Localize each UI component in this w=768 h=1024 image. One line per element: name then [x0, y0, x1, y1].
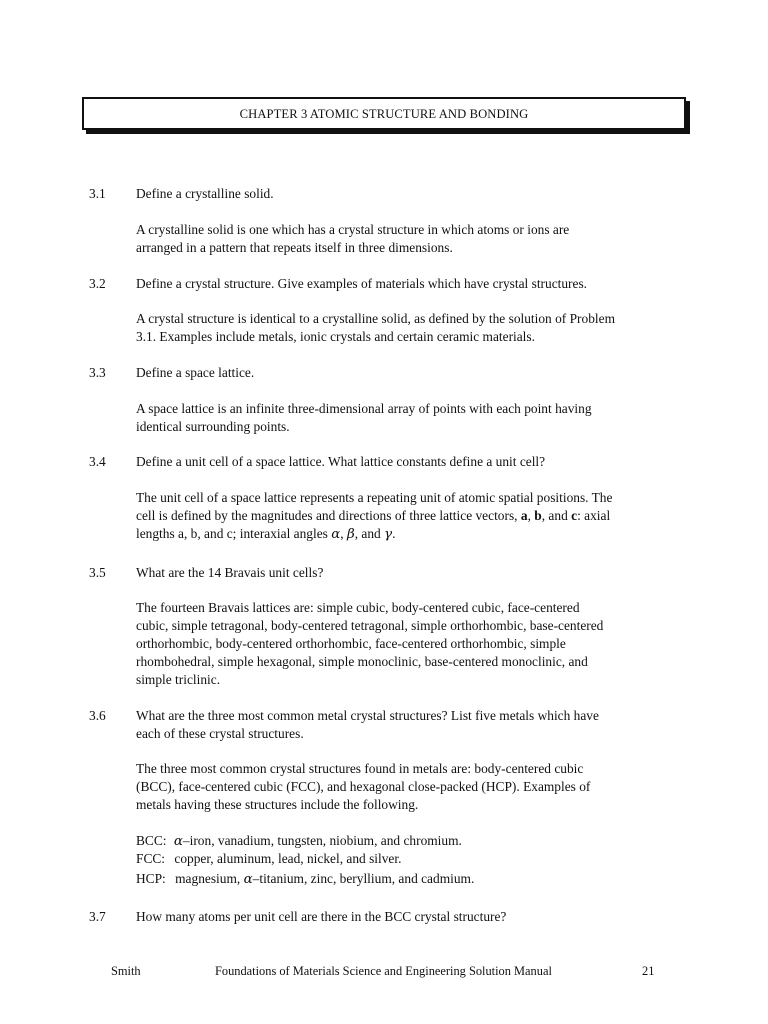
hcp-example [136, 870, 684, 889]
fcc-metals: copper, aluminum, lead, nickel, and silver. [174, 851, 402, 866]
problem-number: 3.2 [89, 276, 106, 291]
answer-text: , [527, 508, 535, 523]
problem-number: 3.3 [89, 365, 106, 380]
vector-c: c [571, 508, 578, 523]
answer-text: , and [541, 508, 572, 523]
answer-line: arranged in a pattern that repeats itself in three dimensions. [136, 240, 453, 255]
problem-number: 3.6 [89, 708, 106, 723]
problem-question: each of these crystal structures. [136, 726, 304, 741]
answer-line: rhombohedral, simple hexagonal, simple monoclinic, base-centered monoclinic, and [136, 654, 588, 669]
alpha-symbol: α [173, 834, 183, 849]
problem-number: 3.7 [89, 909, 106, 924]
hcp-label: HCP: [136, 871, 166, 886]
answer-line [136, 507, 684, 525]
chapter-header-box [82, 97, 686, 130]
answer-line: identical surrounding points. [136, 419, 290, 434]
problem-question: Define a crystalline solid. [136, 186, 274, 201]
answer-line: A crystalline solid is one which has a crystal structure in which atoms or ions are [136, 222, 570, 237]
answer-text: . [392, 526, 396, 541]
answer-text: , [340, 526, 347, 541]
answer-line: cubic, simple tetragonal, body-centered tetragonal, simple orthorhombic, base-centered [136, 618, 604, 633]
problem-number: 3.5 [89, 565, 106, 580]
chapter-title: CHAPTER 3 ATOMIC STRUCTURE AND BONDING [239, 106, 529, 121]
vector-a: a [520, 508, 528, 523]
answer-line: 3.1. Examples include metals, ionic crystals and certain ceramic materials. [136, 329, 535, 344]
hcp-metals: titanium, zinc, beryllium, and cadmium. [259, 871, 475, 886]
dash: – [252, 871, 260, 886]
problem-question: Define a space lattice. [136, 365, 255, 380]
answer-text: cell is defined by the magnitudes and directions of three lattice vectors, [136, 508, 518, 523]
fcc-example [136, 850, 684, 868]
hcp-metals: magnesium, [175, 871, 241, 886]
bcc-label: BCC: [136, 833, 167, 848]
answer-line: (BCC), face-centered cubic (FCC), and hexagonal close-packed (HCP). Examples of [136, 779, 591, 794]
vector-b: b [534, 508, 542, 523]
alpha-symbol: α [243, 872, 253, 887]
dash: – [182, 833, 190, 848]
alpha-symbol: α [331, 527, 341, 542]
answer-line: orthorhombic, body-centered orthorhombic, face-centered orthorhombic, simple [136, 636, 566, 651]
answer-line: A crystal structure is identical to a crystalline solid, as defined by the solution of Problem [136, 311, 615, 326]
answer-line: A space lattice is an infinite three-dimensional array of points with each point having [136, 401, 592, 416]
beta-symbol: β [346, 527, 355, 542]
footer-title: Foundations of Materials Science and Engineering Solution Manual [215, 964, 552, 978]
answer-line: simple triclinic. [136, 672, 221, 687]
problem-question: How many atoms per unit cell are there in the BCC crystal structure? [136, 909, 507, 924]
problem-number: 3.4 [89, 454, 106, 469]
problem-question: Define a crystal structure. Give examples of materials which have crystal structures. [136, 276, 588, 291]
bcc-metals: iron, vanadium, tungsten, niobium, and chromium. [189, 833, 462, 848]
page-number: 21 [642, 964, 655, 978]
gamma-symbol: γ [384, 527, 393, 542]
answer-line: The unit cell of a space lattice represents a repeating unit of atomic spatial positions. The [136, 490, 613, 505]
answer-text: : axial [577, 508, 611, 523]
problem-question: Define a unit cell of a space lattice. What lattice constants define a unit cell? [136, 454, 546, 469]
answer-line [136, 525, 684, 544]
answer-text: lengths a, b, and c; interaxial angles [136, 526, 332, 541]
problem-question: What are the three most common metal crystal structures? List five metals which have [136, 708, 599, 723]
problem-number: 3.1 [89, 186, 106, 201]
answer-line: The fourteen Bravais lattices are: simple cubic, body-centered cubic, face-centered [136, 600, 580, 615]
fcc-label: FCC: [136, 851, 166, 866]
footer-author: Smith [111, 964, 141, 978]
answer-text: , and [354, 526, 385, 541]
bcc-example [136, 832, 684, 851]
answer-line: The three most common crystal structures found in metals are: body-centered cubic [136, 761, 584, 776]
answer-line: metals having these structures include the following. [136, 797, 419, 812]
problem-question: What are the 14 Bravais unit cells? [136, 565, 324, 580]
